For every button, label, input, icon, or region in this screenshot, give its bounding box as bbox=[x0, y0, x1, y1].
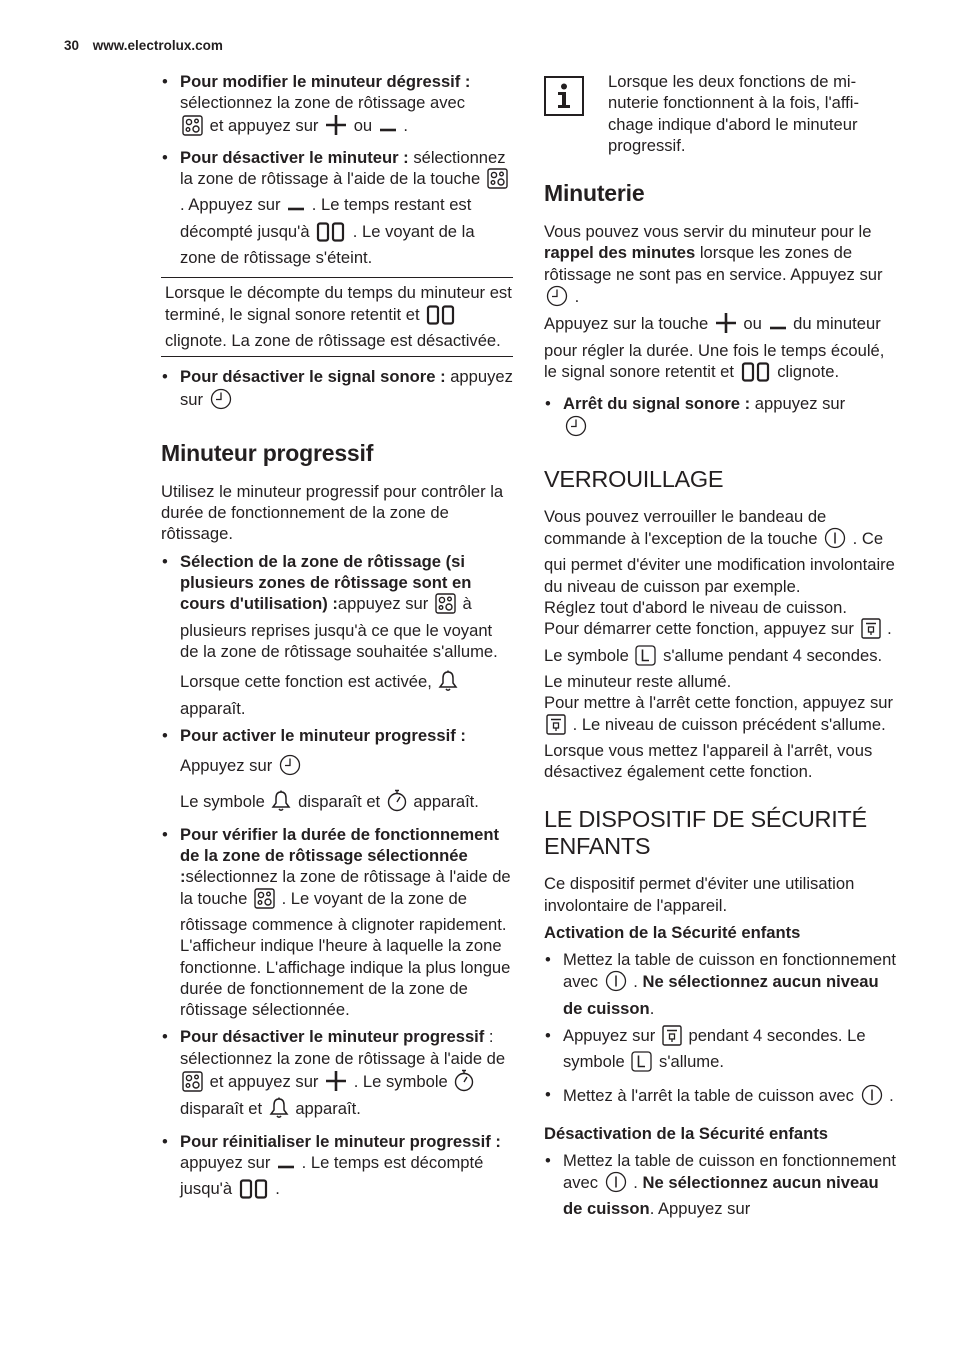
page-number: 30 bbox=[64, 38, 80, 53]
bullet-disable-progressive: • Pour désactiver le minuteur progressif : sélectionnez la zone de rôtissage à l'aide de et appuyez sur . Le symbole disparaît et apparaît. bbox=[161, 1026, 513, 1124]
minus-icon bbox=[277, 1157, 295, 1178]
heading-verrouillage: VERROUILLAGE bbox=[544, 465, 724, 492]
bullet-disable-timer: • Pour désactiver le minuteur : sélectionnez la zone de rôtissage à l'aide de la touche . Appuyez sur . Le temps restant est décompté jusqu'à . Le voyant de la zone de rôtissage s'éteint. bbox=[161, 147, 513, 268]
heading-activation: Activation de la Sécurité enfants bbox=[544, 923, 801, 943]
lock-key-icon bbox=[662, 1025, 682, 1051]
minus-icon bbox=[379, 120, 397, 141]
heading-minuteur-progressif: Minuteur progressif bbox=[161, 439, 374, 466]
info-text: Lorsque les deux fonctions de minuterie fonctionnent à la fois, l'affichage indique d'abord le minuteur progressif. bbox=[608, 72, 860, 155]
securite-paragraph: Ce dispositif permet d'éviter une utilisation involontaire de l'appareil. bbox=[544, 874, 855, 915]
bullet-zone-selection: • Sélection de la zone de rôtissage (si plusieurs zones de rôtissage sont en cours d'utilisation) :appuyez sur à plusieurs reprises jusqu'à ce que le voyant de la zone de rôtissage souhaitée s'allume. bbox=[161, 551, 513, 662]
verrouillage-paragraph-3: Pour démarrer cette fonction, appuyez sur . Le symbole s'allume pendant 4 secondes. bbox=[544, 618, 896, 671]
desactivation-step-1: • Mettez la table de cuisson en fonctionnement avec . Ne sélectionnez aucun niveau de cuisson. Appuyez sur bbox=[544, 1150, 896, 1220]
bullet-modify-timer: • Pour modifier le minuteur dégressif : sélectionnez la zone de rôtissage avec et appuyez sur ou . bbox=[161, 71, 513, 141]
zone-selection-note: Lorsque cette fonction est activée, apparaît. bbox=[161, 670, 513, 719]
power-icon bbox=[605, 970, 627, 997]
bell-icon bbox=[271, 790, 291, 817]
bullet-reset-progressive: • Pour réinitialiser le minuteur progressif : appuyez sur . Le temps est décompté jusqu'à . bbox=[161, 1131, 513, 1205]
power-icon bbox=[605, 1171, 627, 1198]
website: www.electrolux.com bbox=[92, 38, 223, 53]
verrouillage-paragraph-5: Pour mettre à l'arrêt cette fonction, appuyez sur . Le niveau de cuisson précédent s'allume. bbox=[544, 692, 896, 740]
minuterie-paragraph-2: Appuyez sur la touche ou du minuteur pour régler la durée. Une fois le temps écoulé, le signal sonore retentit et clignote. bbox=[544, 312, 896, 387]
lock-key-icon bbox=[861, 618, 881, 644]
zone-select-icon bbox=[435, 593, 456, 619]
display-00-icon bbox=[316, 222, 346, 247]
minus-icon bbox=[769, 318, 787, 339]
display-00-icon bbox=[741, 362, 771, 387]
power-icon bbox=[861, 1084, 883, 1111]
activate-step-1: Appuyez sur bbox=[161, 754, 513, 781]
bullet-check-duration: • Pour vérifier la durée de fonctionnement de la zone de rôtissage sélectionnée :sélectionnez la zone de rôtissage à l'aide de la touche . Le voyant de la zone de rôtissage commence à clignoter rapidement. L'afficheur indique l'heure à laquelle la zone fonctionne. L'affichage indique la plus longue durée de fonctionnement de la zone de rôtissage sélectionnée. bbox=[161, 824, 513, 1021]
timer-end-note: Lorsque le décompte du temps du minuteur est terminé, le signal sonore retentit et clignote. La zone de rôtissage est désactivée. bbox=[161, 277, 513, 357]
verrouillage-paragraph-4: Le minuteur reste allumé. bbox=[544, 671, 732, 691]
page-header bbox=[64, 38, 223, 53]
bullet-activate-progressive: • Pour activer le minuteur progressif : bbox=[161, 725, 513, 746]
bell-icon bbox=[438, 670, 458, 697]
activation-step-2: • Appuyez sur pendant 4 secondes. Le symbole s'allume. bbox=[544, 1025, 896, 1078]
display-00-icon bbox=[239, 1179, 269, 1204]
info-icon bbox=[544, 76, 584, 116]
verrouillage-paragraph-1: Vous pouvez verrouiller le bandeau de commande à l'exception de la touche . Ce qui permet d'éviter une modification involontaire du niveau de cuisson par exemple. bbox=[544, 506, 895, 596]
zone-select-icon bbox=[182, 115, 203, 141]
heading-minuterie: Minuterie bbox=[544, 180, 645, 207]
zone-select-icon bbox=[182, 1071, 203, 1097]
plus-icon bbox=[715, 312, 737, 339]
zone-select-icon bbox=[254, 888, 275, 914]
lock-symbol-icon bbox=[631, 1051, 652, 1077]
heading-securite-enfants: LE DISPOSITIF DE SÉCURITÉ ENFANTS bbox=[544, 806, 867, 860]
bullet-disable-sound: • Pour désactiver le signal sonore : appuyez sur bbox=[161, 366, 513, 415]
intro-paragraph: Utilisez le minuteur progressif pour contrôler la durée de fonctionnement de la zone de rôtissage. bbox=[161, 481, 504, 544]
info-note bbox=[544, 71, 896, 156]
clock-icon bbox=[210, 388, 232, 415]
stopwatch-icon bbox=[454, 1069, 474, 1097]
display-00-icon bbox=[426, 305, 456, 330]
bell-icon bbox=[269, 1097, 289, 1124]
activation-step-1: • Mettez la table de cuisson en fonctionnement avec . Ne sélectionnez aucun niveau de cuisson. bbox=[544, 949, 896, 1019]
clock-icon bbox=[279, 754, 301, 781]
left-column bbox=[161, 71, 513, 1210]
heading-desactivation: Désactivation de la Sécurité enfants bbox=[544, 1123, 829, 1143]
plus-icon bbox=[325, 1070, 347, 1097]
lock-key-icon bbox=[546, 714, 566, 740]
lock-symbol-icon bbox=[635, 645, 656, 671]
activate-step-2: Le symbole disparaît et apparaît. bbox=[161, 789, 513, 817]
power-icon bbox=[824, 527, 846, 554]
plus-icon bbox=[325, 114, 347, 141]
stopwatch-icon bbox=[387, 789, 407, 817]
bullet-stop-sound: • Arrêt du signal sonore : appuyez sur bbox=[544, 393, 896, 442]
minuterie-paragraph-1: Vous pouvez vous servir du minuteur pour le rappel des minutes lorsque les zones de rôtissage ne sont pas en service. Appuyez sur . bbox=[544, 221, 896, 312]
minus-icon bbox=[287, 199, 305, 220]
zone-select-icon bbox=[487, 168, 508, 194]
right-column bbox=[544, 71, 896, 1226]
clock-icon bbox=[565, 415, 587, 442]
activation-step-3: • Mettez à l'arrêt la table de cuisson avec . bbox=[544, 1084, 896, 1111]
verrouillage-paragraph-6: Lorsque vous mettez l'appareil à l'arrêt, vous désactivez également cette fonction. bbox=[544, 740, 873, 782]
verrouillage-paragraph-2: Réglez tout d'abord le niveau de cuisson. bbox=[544, 598, 847, 618]
clock-icon bbox=[546, 285, 568, 312]
